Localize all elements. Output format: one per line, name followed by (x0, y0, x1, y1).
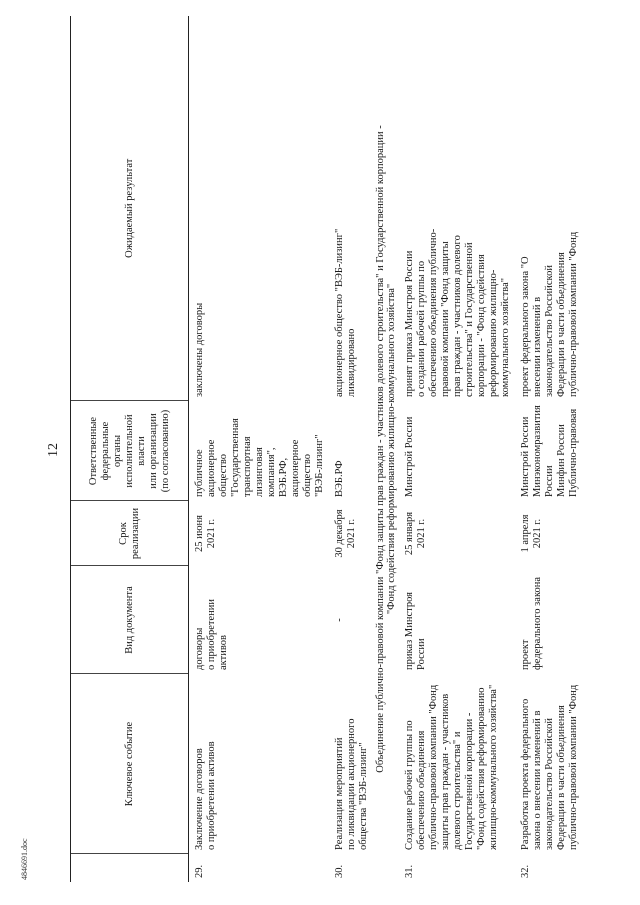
rotated-table-container (70, 16, 616, 882)
row-number: 30. (334, 864, 345, 878)
row-event: Заключение договоров о приобретении активов (194, 741, 217, 850)
header-term: Срок реализации (71, 501, 189, 566)
events-table (70, 16, 583, 882)
table-header-row (71, 16, 189, 882)
row-org: публичное акционерное общество "Государственная транспортная лизинговая компания", ВЭБ.РФ, акционерное общество "ВЭБ-лизинг" (194, 418, 325, 497)
table-row (515, 16, 583, 882)
table-row (329, 16, 373, 882)
row-org: Минстрой России Минэкономразвития России Минфин России Публично-правовая (520, 405, 579, 497)
header-number (71, 854, 189, 882)
page-number: 12 (46, 443, 61, 457)
row-number: 31. (404, 864, 415, 878)
header-result: Ожидаемый результат (71, 16, 189, 401)
table-row (189, 16, 330, 882)
section-row (373, 16, 399, 882)
row-term: 25 января 2021 г. (404, 511, 427, 556)
row-result: принят приказ Минстроя России о создании рабочей группы по обеспечению объединения публично- правовой компании "Фонд защиты прав граждан - участников долевого строительства" и Государственной корпорации - "Фонд содействия реформированию жилищно- коммунального хозяйства" (404, 228, 511, 397)
row-term: 30 декабря 2021 г. (334, 509, 357, 558)
row-document: приказ Минстроя России (404, 592, 427, 670)
row-org: Минстрой России (404, 416, 415, 497)
row-result: заключены договоры (194, 302, 205, 397)
table-row (399, 16, 515, 882)
row-term: 25 июня 2021 г. (194, 514, 217, 553)
row-document: договоры о приобретении активов (194, 599, 229, 670)
header-document: Вид документа (71, 566, 189, 674)
row-number: 32. (520, 864, 531, 878)
row-org: ВЭБ.РФ (334, 460, 345, 497)
row-term: 1 апреля 2021 г. (520, 514, 543, 553)
row-number: 29. (194, 864, 205, 878)
row-result: проект федерального закона "О внесении изменений в законодательство Российской Федерации в части объединения публично-правовой компании "Фонд (520, 231, 579, 397)
row-event: Реализация мероприятий по ликвидации акционерного общества "ВЭБ-лизинг" (334, 718, 369, 850)
row-result: акционерное общество "ВЭБ-лизинг" ликвидировано (334, 228, 357, 397)
row-event: Создание рабочей группы по обеспечению объединения публично-правовой компании "Фонд защиты прав граждан - участников долевого строительства" и Государственной корпорации - "Фонд содействия реформированию жилищно-коммунального хозяйства" (404, 684, 499, 850)
row-event: Разработка проекта федерального закона о внесении изменений в законодательство Российской Федерации в части объединения публично-правовой компании "Фонд (520, 684, 579, 850)
header-event: Ключевое событие (71, 674, 189, 854)
row-document: - (334, 618, 345, 622)
header-org: Ответственные федеральные органы исполнительной власти или организации (по согласованию) (71, 401, 189, 501)
section-title: Объединение публично-правовой компании "Фонд защиты прав граждан - участников долевого строительства" и Государственной корпорации - "Фонд содействия реформированию жилищно-коммунального хозяйства" (375, 125, 397, 773)
document-id: 4846691.doc (20, 838, 29, 880)
row-document: проект федерального закона (520, 576, 543, 670)
